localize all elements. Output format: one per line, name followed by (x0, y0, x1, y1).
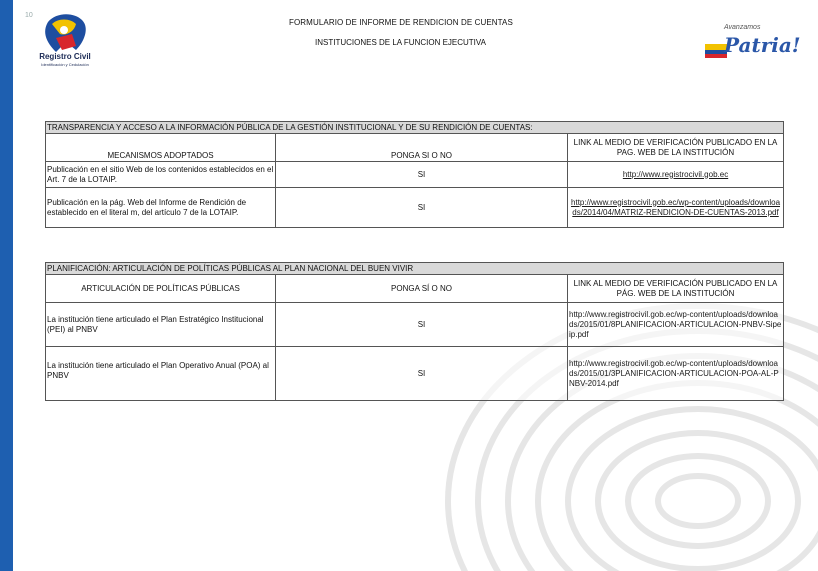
form-title: FORMULARIO DE INFORME DE RENDICION DE CUENTAS (289, 18, 513, 27)
section2-header-link: LINK AL MEDIO DE VERIFICACIÓN PUBLICADO EN LA PÁG. WEB DE LA INSTITUCIÓN (568, 275, 784, 303)
logo-right-word: Patria! (724, 33, 801, 57)
section1-header-mechanisms: MECANISMOS ADOPTADOS (46, 134, 276, 162)
policy-cell: La institución tiene articulado el Plan Operativo Anual (POA) al PNBV (46, 347, 276, 401)
logo-left-title: Registro Civil (39, 52, 91, 61)
table-row (46, 162, 784, 188)
transparency-table (45, 121, 784, 228)
section1-title: TRANSPARENCIA Y ACCESO A LA INFORMACIÓN PÚBLICA DE LA GESTIÓN INSTITUCIONAL Y DE SU RENDICIÓN DE CUENTAS: (46, 122, 784, 134)
planning-table (45, 262, 784, 401)
section2-title: PLANIFICACIÓN: ARTICULACIÓN DE POLÍTICAS PÚBLICAS AL PLAN NACIONAL DEL BUEN VIVIR (46, 263, 784, 275)
answer-cell: SI (276, 303, 568, 347)
policy-cell: La institución tiene articulado el Plan Estratégico Institucional (PEI) al PNBV (46, 303, 276, 347)
verification-link[interactable]: http://www.registrocivil.gob.ec/wp-content/uploads/downloads/2015/01/3PLANIFICACION-ARTICULACION-POA-AL-PNBV-2014.pdf (568, 347, 784, 401)
form-subtitle: INSTITUCIONES DE LA FUNCION EJECUTIVA (315, 38, 486, 47)
table-row (46, 303, 784, 347)
left-accent-bar (0, 0, 13, 571)
answer-cell: SI (276, 162, 568, 188)
mechanism-cell: Publicación en el sitio Web de los contenidos establecidos en el Art. 7 de la LOTAIP. (46, 162, 276, 188)
answer-cell: SI (276, 347, 568, 401)
answer-cell: SI (276, 188, 568, 228)
section1-header-answer: PONGA SI O NO (276, 134, 568, 162)
table-row (46, 347, 784, 401)
section2-header-policies: ARTICULACIÓN DE POLÍTICAS PÚBLICAS (46, 275, 276, 303)
verification-link[interactable]: http://www.registrocivil.gob.ec (568, 162, 784, 188)
page-number: 10 (25, 12, 33, 19)
verification-link[interactable]: http://www.registrocivil.gob.ec/wp-content/uploads/downloads/2014/04/MATRIZ-RENDICION-DE-CUENTAS-2013.pdf (568, 188, 784, 228)
section2-header-answer: PONGA SÍ O NO (276, 275, 568, 303)
section1-header-link: LINK AL MEDIO DE VERIFICACIÓN PUBLICADO EN LA PAG. WEB DE LA INSTITUCIÓN (568, 134, 784, 162)
logo-left-subtitle: Identificación y Cedulación (41, 62, 89, 67)
logo-right-slogan: Avanzamos (724, 24, 761, 31)
table-row (46, 188, 784, 228)
mechanism-cell: Publicación en la pág. Web del Informe de Rendición de establecido en el literal m, del artículo 7 de la LOTAIP. (46, 188, 276, 228)
verification-link[interactable]: http://www.registrocivil.gob.ec/wp-content/uploads/downloads/2015/01/8PLANIFICACION-ARTICULACION-PNBV-Sipeip.pdf (568, 303, 784, 347)
